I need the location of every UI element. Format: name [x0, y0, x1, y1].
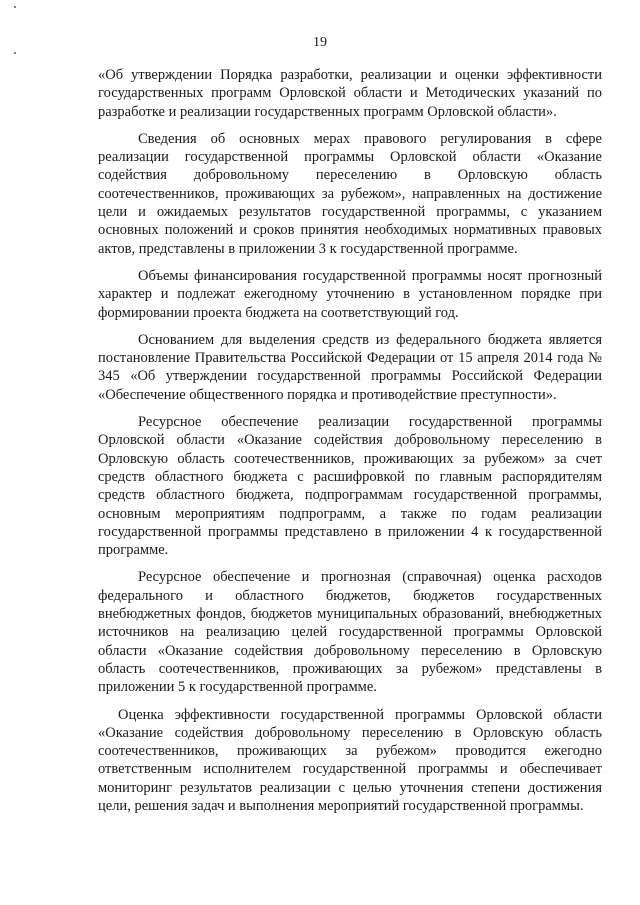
paragraph-resource-forecast: Ресурсное обеспечение и прогнозная (справочная) оценка расходов федерального и областного бюджетов, бюджетов государственных внебюджетных фондов, бюджетов муниципальных образований, внебюджетных источников на реализацию целей государственной программы Орловской области «Оказание содействия добровольному переселению в Орловскую область соотечественников, проживающих за рубежом» представлены в приложении 5 к государственной программе. — [98, 569, 602, 696]
paragraph-federal-basis: Основанием для выделения средств из федерального бюджета является постановление Правительства Российской Федерации от 15 апреля 2014 года № 345 «Об утверждении государственной программы Российской Федерации «Обеспечение общественного порядка и противодействие преступности». — [98, 331, 602, 403]
paragraph-financing-volumes: Объемы финансирования государственной программы носят прогнозный характер и подлежат ежегодному уточнению в установленном порядке при формировании проекта бюджета на соответствующий год. — [98, 267, 602, 321]
document-body — [98, 66, 602, 824]
paragraph-legal-regulation: Сведения об основных мерах правового регулирования в сфере реализации государственной программы Орловской области «Оказание содействия добровольному переселению в Орловскую область соотечественников, проживающих за рубежом», направленных на достижение цели и ожидаемых результатов государственной программы, с указанием основных положений и сроков принятия необходимых нормативных правовых актов, представлены в приложении 3 к государственной программе. — [98, 130, 602, 257]
paragraph-continuation: «Об утверждении Порядка разработки, реализации и оценки эффективности государственных программ Орловской области и Методических указаний по разработке и реализации государственных программ Орловской области». — [98, 67, 602, 120]
paragraph-effectiveness-evaluation: Оценка эффективности государственной программы Орловской области «Оказание содействия добровольному переселению в Орловскую область соотечественников, проживающих за рубежом» проводится ежегодно ответственным исполнителем государственной программы и обеспечивает мониторинг результатов реализации с целью уточнения степени достижения цели, решения задач и выполнения мероприятий государственной программы. — [98, 706, 602, 814]
paragraph-resource-provision: Ресурсное обеспечение реализации государственной программы Орловской области «Оказание содействия добровольному переселению в Орловскую область соотечественников, проживающих за рубежом» за счет средств областного бюджета с расшифровкой по главным распорядителям средств областного бюджета, подпрограммам государственной программы, основным мероприятиям подпрограмм, а также по годам реализации государственной программы представлено в приложении 4 к государственной программе. — [98, 414, 602, 559]
scan-speck — [14, 6, 16, 8]
page-number: 19 — [313, 35, 327, 50]
scan-speck — [14, 52, 16, 54]
